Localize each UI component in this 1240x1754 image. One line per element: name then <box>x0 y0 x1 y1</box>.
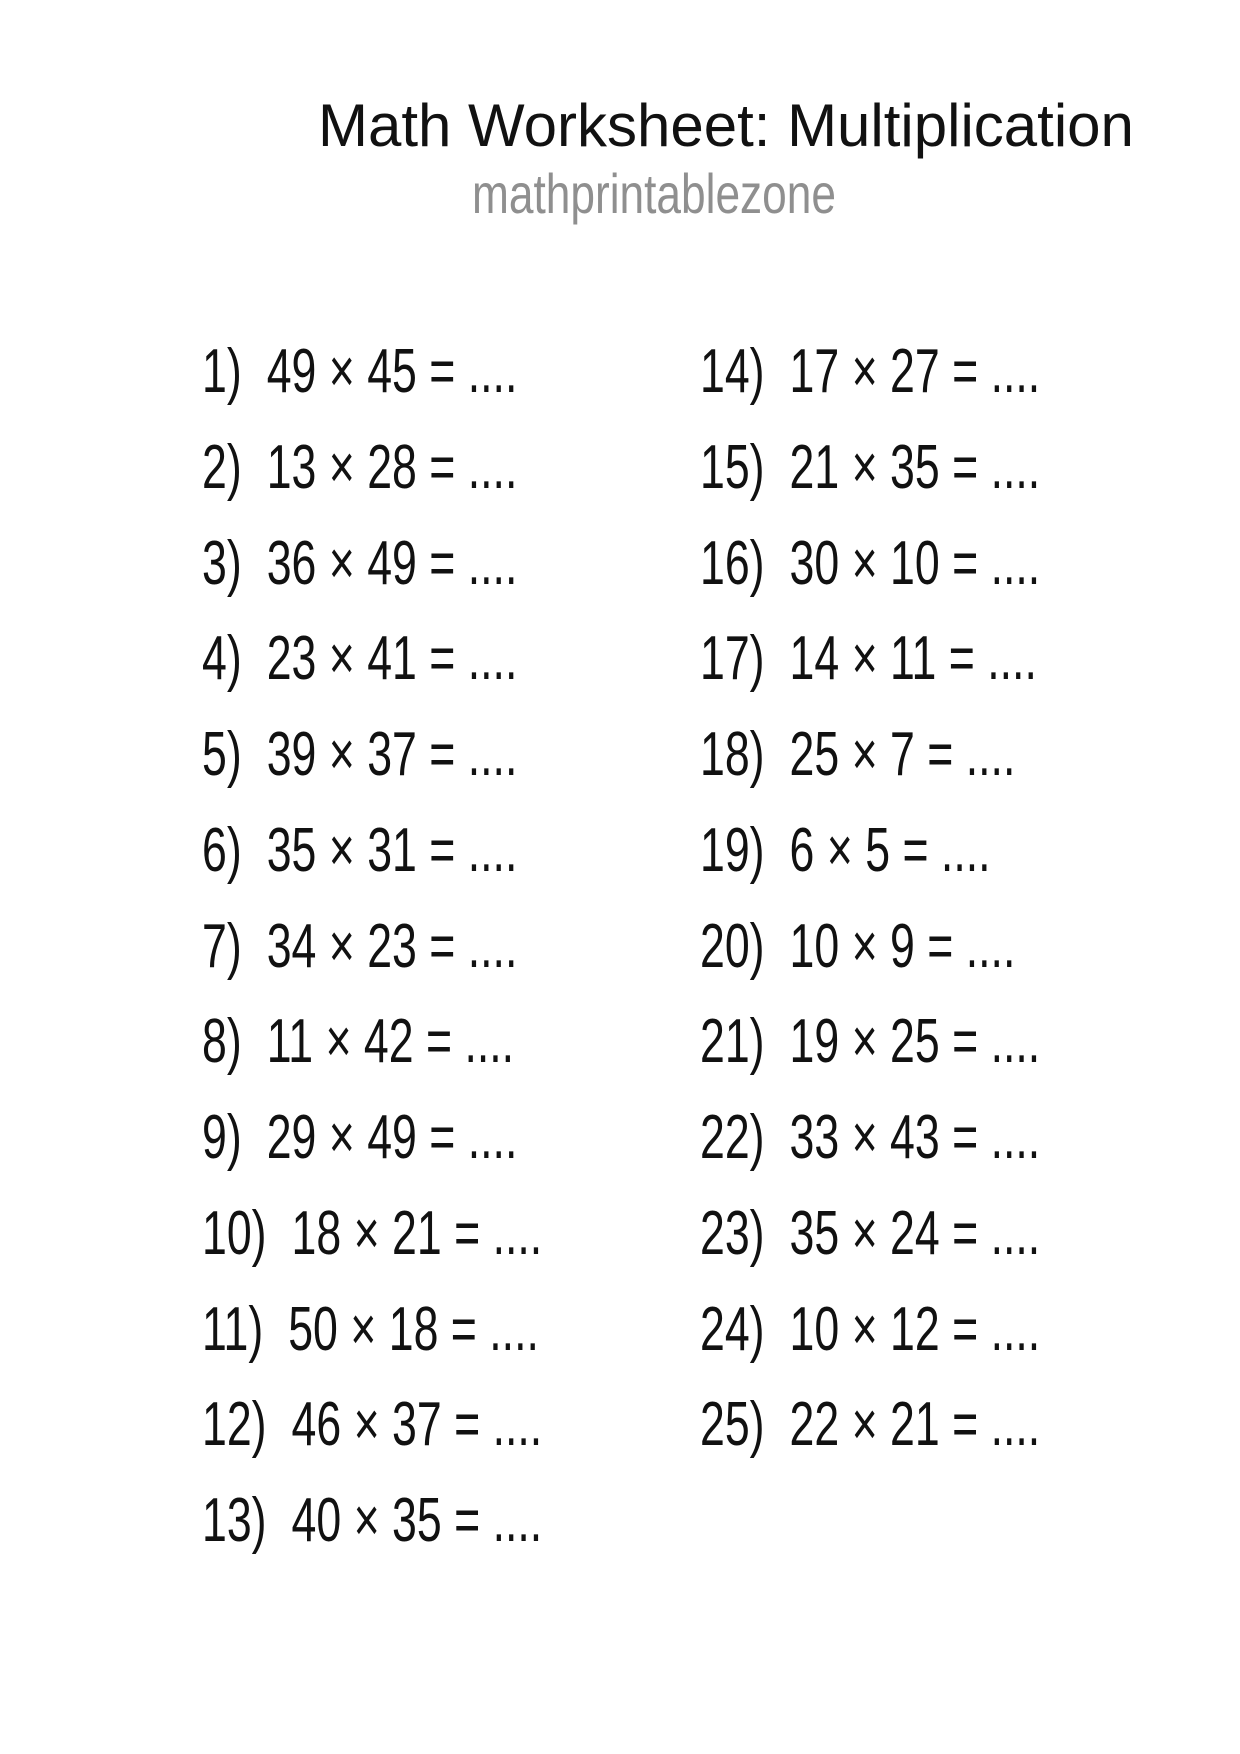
problem-number: 23) <box>700 1198 765 1268</box>
problem-expression: 36 × 49 = .... <box>266 528 518 598</box>
problem-row <box>700 1103 1041 1203</box>
problem-expression: 29 × 49 = .... <box>266 1103 518 1172</box>
problem-expression: 40 × 35 = .... <box>291 1486 543 1555</box>
problem-number: 13) <box>202 1486 267 1555</box>
problem-number: 8) <box>202 1007 242 1077</box>
problem-expression: 10 × 12 = .... <box>789 1294 1041 1364</box>
problem-number: 25) <box>700 1390 765 1460</box>
problem-row <box>700 1007 1041 1107</box>
problem-number: 4) <box>202 624 242 694</box>
problem-row <box>202 624 542 724</box>
problem-number: 18) <box>700 720 765 789</box>
problem-expression: 35 × 24 = .... <box>789 1198 1041 1268</box>
problem-number: 16) <box>700 528 765 598</box>
problem-row <box>700 337 1041 437</box>
problem-row <box>700 815 1040 916</box>
problem-expression: 50 × 18 = .... <box>288 1294 539 1364</box>
problem-number: 11) <box>202 1294 264 1364</box>
problem-expression: 19 × 25 = .... <box>789 1007 1041 1077</box>
problem-row <box>202 337 542 437</box>
problem-row <box>700 720 1040 820</box>
problem-number: 3) <box>202 528 242 598</box>
problem-row <box>202 1103 542 1203</box>
problem-row <box>700 624 1040 724</box>
problem-number: 9) <box>202 1103 242 1172</box>
problem-number: 2) <box>202 432 242 502</box>
problem-number: 19) <box>700 815 765 885</box>
problem-row <box>202 1007 542 1107</box>
problem-number: 5) <box>202 720 242 789</box>
problem-row <box>202 528 542 629</box>
problem-expression: 22 × 21 = .... <box>789 1390 1041 1460</box>
problem-expression: 17 × 27 = .... <box>789 337 1041 406</box>
problem-row <box>202 1390 543 1490</box>
problems-right-column <box>700 337 1041 1490</box>
problem-number: 6) <box>202 815 242 885</box>
problem-expression: 10 × 9 = .... <box>789 911 1016 981</box>
problem-number: 14) <box>700 337 765 406</box>
problem-expression: 23 × 41 = .... <box>266 624 518 694</box>
problem-expression: 25 × 7 = .... <box>789 720 1016 789</box>
problem-row <box>700 432 1041 533</box>
problem-expression: 33 × 43 = .... <box>789 1103 1041 1172</box>
problem-expression: 11 × 42 = .... <box>266 1007 515 1077</box>
problem-number: 24) <box>700 1294 765 1364</box>
problem-number: 12) <box>202 1390 267 1460</box>
problem-expression: 34 × 23 = .... <box>266 911 518 981</box>
problem-expression: 39 × 37 = .... <box>266 720 518 789</box>
problem-row <box>202 720 542 820</box>
problems-left-column <box>202 337 543 1586</box>
problem-number: 22) <box>700 1103 765 1172</box>
problem-number: 7) <box>202 911 242 981</box>
problem-row <box>202 1294 542 1395</box>
problem-row <box>700 1294 1041 1395</box>
problem-row <box>700 1390 1041 1490</box>
problem-row <box>700 1198 1041 1299</box>
problem-row <box>202 815 542 916</box>
problem-expression: 30 × 10 = .... <box>789 528 1041 598</box>
page-subtitle: mathprintablezone <box>472 162 836 225</box>
problem-row <box>202 1486 543 1586</box>
problem-expression: 35 × 31 = .... <box>266 815 518 885</box>
problem-expression: 49 × 45 = .... <box>266 337 518 406</box>
problem-expression: 21 × 35 = .... <box>789 432 1041 502</box>
problem-expression: 14 × 11 = .... <box>789 624 1037 694</box>
problem-expression: 18 × 21 = .... <box>291 1198 543 1268</box>
page-title: Math Worksheet: Multiplication <box>318 92 1134 159</box>
problem-expression: 46 × 37 = .... <box>291 1390 543 1460</box>
problem-number: 21) <box>700 1007 765 1077</box>
problem-row <box>202 911 542 1012</box>
problem-number: 20) <box>700 911 765 981</box>
problem-row <box>202 1198 543 1299</box>
problem-number: 1) <box>202 337 242 406</box>
problem-expression: 13 × 28 = .... <box>266 432 518 502</box>
problem-expression: 6 × 5 = .... <box>789 815 991 885</box>
problem-row <box>700 528 1041 629</box>
problem-row <box>700 911 1040 1012</box>
problem-number: 15) <box>700 432 765 502</box>
problem-number: 10) <box>202 1198 267 1268</box>
problem-number: 17) <box>700 624 765 694</box>
problem-row <box>202 432 542 533</box>
